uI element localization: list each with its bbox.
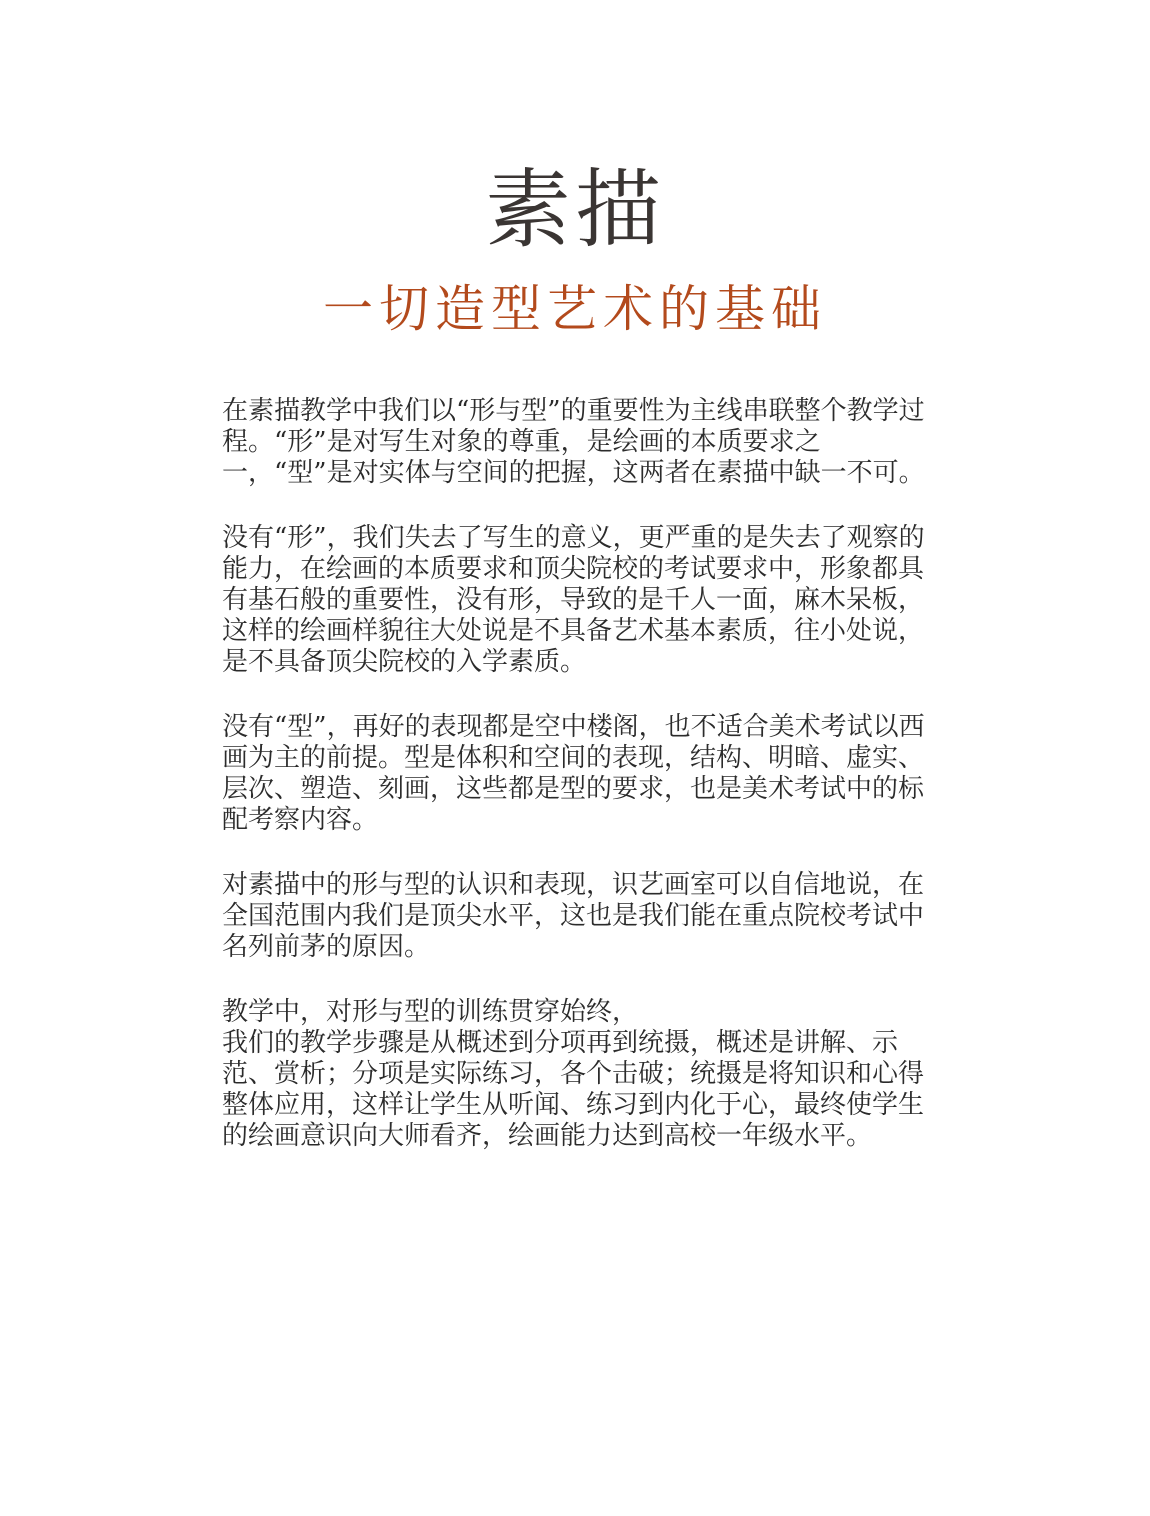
page-title: 素描 bbox=[485, 160, 665, 260]
paragraph-xing-shape: 没有“形”，我们失去了写生的意义，更严重的是失去了观察的能力，在绘画的本质要求和顶尖院校的考试要求中，形象都具有基石般的重要性，没有形，导致的是千人一面，麻木呆板，这样的绘画样貌往大处说是不具备艺术基本素质，往小处说，是不具备顶尖院校的入学素质。 bbox=[222, 523, 925, 677]
paragraph-studio-level: 对素描中的形与型的认识和表现，识艺画室可以自信地说，在全国范围内我们是顶尖水平，这也是我们能在重点院校考试中名列前茅的原因。 bbox=[222, 870, 925, 962]
paragraph-teaching-steps bbox=[222, 997, 942, 1152]
paragraph-xing-form: 没有“型”，再好的表现都是空中楼阁，也不适合美术考试以西画为主的前提。型是体积和空间的表现，结构、明暗、虚实、层次、塑造、刻画，这些都是型的要求，也是美术考试中的标配考察内容。 bbox=[222, 712, 925, 835]
paragraph-intro: 在素描教学中我们以“形与型”的重要性为主线串联整个教学过程。“形”是对写生对象的尊重，是绘画的本质要求之一，“型”是对实体与空间的把握，这两者在素描中缺一不可。 bbox=[222, 396, 925, 488]
paragraph-line: 教学中，对形与型的训练贯穿始终， bbox=[222, 997, 639, 1027]
paragraph-line: 我们的教学步骤是从概述到分项再到统摄，概述是讲解、示范、赏析；分项是实际练习，各个击破；统摄是将知识和心得整体应用，这样让学生从听闻、练习到内化于心，最终使学生的绘画意识向大师看齐，绘画能力达到高校一年级水平。 bbox=[222, 1028, 925, 1151]
body-text bbox=[222, 396, 942, 1186]
page-subtitle: 一切造型艺术的基础 bbox=[323, 280, 827, 338]
